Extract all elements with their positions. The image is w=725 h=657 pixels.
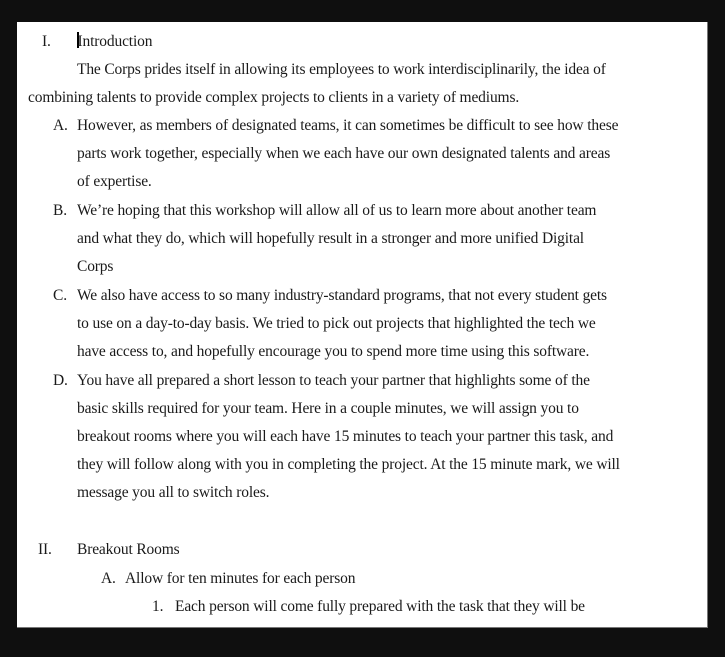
list-item-line: Allow for ten minutes for each person	[125, 570, 356, 587]
list-item-line: they will follow along with you in completing the project. At the 15 minute mark, we will	[77, 456, 620, 473]
list-item-line: message you all to switch roles.	[77, 484, 270, 501]
list-item-line: Each person will come fully prepared with the task that they will be	[175, 598, 585, 615]
list-marker: D.	[53, 372, 68, 389]
list-item-line: have access to, and hopefully encourage you to spend more time using this software.	[77, 343, 590, 360]
section-heading[interactable]: Introduction	[77, 33, 153, 50]
list-item-line: We also have access to so many industry-standard programs, that not every student gets	[77, 287, 607, 304]
list-item-line: You have all prepared a short lesson to teach your partner that highlights some of the	[77, 372, 590, 389]
list-item-line: breakout rooms where you will each have 15 minutes to teach your partner this task, and	[77, 428, 614, 445]
list-marker: 1.	[152, 598, 164, 615]
section-numeral: II.	[38, 541, 52, 558]
paragraph-line: combining talents to provide complex projects to clients in a variety of mediums.	[28, 89, 520, 106]
paragraph-line: The Corps prides itself in allowing its employees to work interdisciplinarily, the idea of	[77, 61, 606, 78]
section-heading: Breakout Rooms	[77, 541, 180, 558]
list-marker: C.	[53, 287, 67, 304]
list-item-line: We’re hoping that this workshop will allow all of us to learn more about another team	[77, 202, 597, 219]
list-item-line: to use on a day-to-day basis. We tried to pick out projects that highlighted the tech we	[77, 315, 596, 332]
list-item-line: Corps	[77, 258, 114, 275]
list-marker: A.	[101, 570, 116, 587]
list-item-line: of expertise.	[77, 173, 152, 190]
list-marker: B.	[53, 202, 67, 219]
section-numeral: I.	[42, 33, 51, 50]
list-item-line: parts work together, especially when we each have our own designated talents and areas	[77, 145, 611, 162]
list-item-line: basic skills required for your team. Here in a couple minutes, we will assign you to	[77, 400, 579, 417]
list-item-line: and what they do, which will hopefully result in a stronger and more unified Digital	[77, 230, 584, 247]
document-page[interactable]	[17, 22, 708, 628]
list-marker: A.	[53, 117, 68, 134]
list-item-line: However, as members of designated teams, it can sometimes be difficult to see how these	[77, 117, 619, 134]
